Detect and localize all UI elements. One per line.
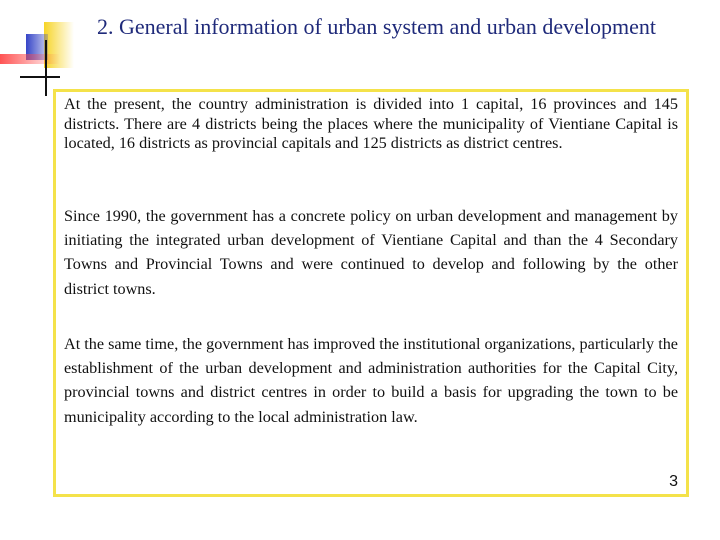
deco-black-hline: [20, 76, 60, 78]
paragraph-policy: Since 1990, the government has a concrete policy on urban development and management by initiating the integrated urban development of Vientiane Capital and than the 4 Secondary Towns and Provincial Towns and were continued to develop and following by the other district towns.: [64, 207, 678, 298]
content-box: [53, 89, 689, 497]
corner-decoration: [0, 0, 100, 100]
deco-red-bar: [0, 54, 60, 64]
page-number: 3: [669, 473, 678, 490]
paragraph-institutions: At the same time, the government has improved the institutional organizations, particularly the establishment of the urban development and administration authorities for the Capital City, provincial towns and district centres in order to build a basis for upgrading the town to be municipality according to the local administration law.: [64, 335, 678, 426]
deco-black-vline: [45, 40, 47, 96]
slide-title: 2. General information of urban system and urban development: [97, 14, 657, 39]
paragraph-administration: At the present, the country administration is divided into 1 capital, 16 provinces and 145 districts. There are 4 districts being the places where the municipality of Vientiane Capital is located, 16 districts as provincial capitals and 125 districts as district centres.: [64, 95, 678, 152]
